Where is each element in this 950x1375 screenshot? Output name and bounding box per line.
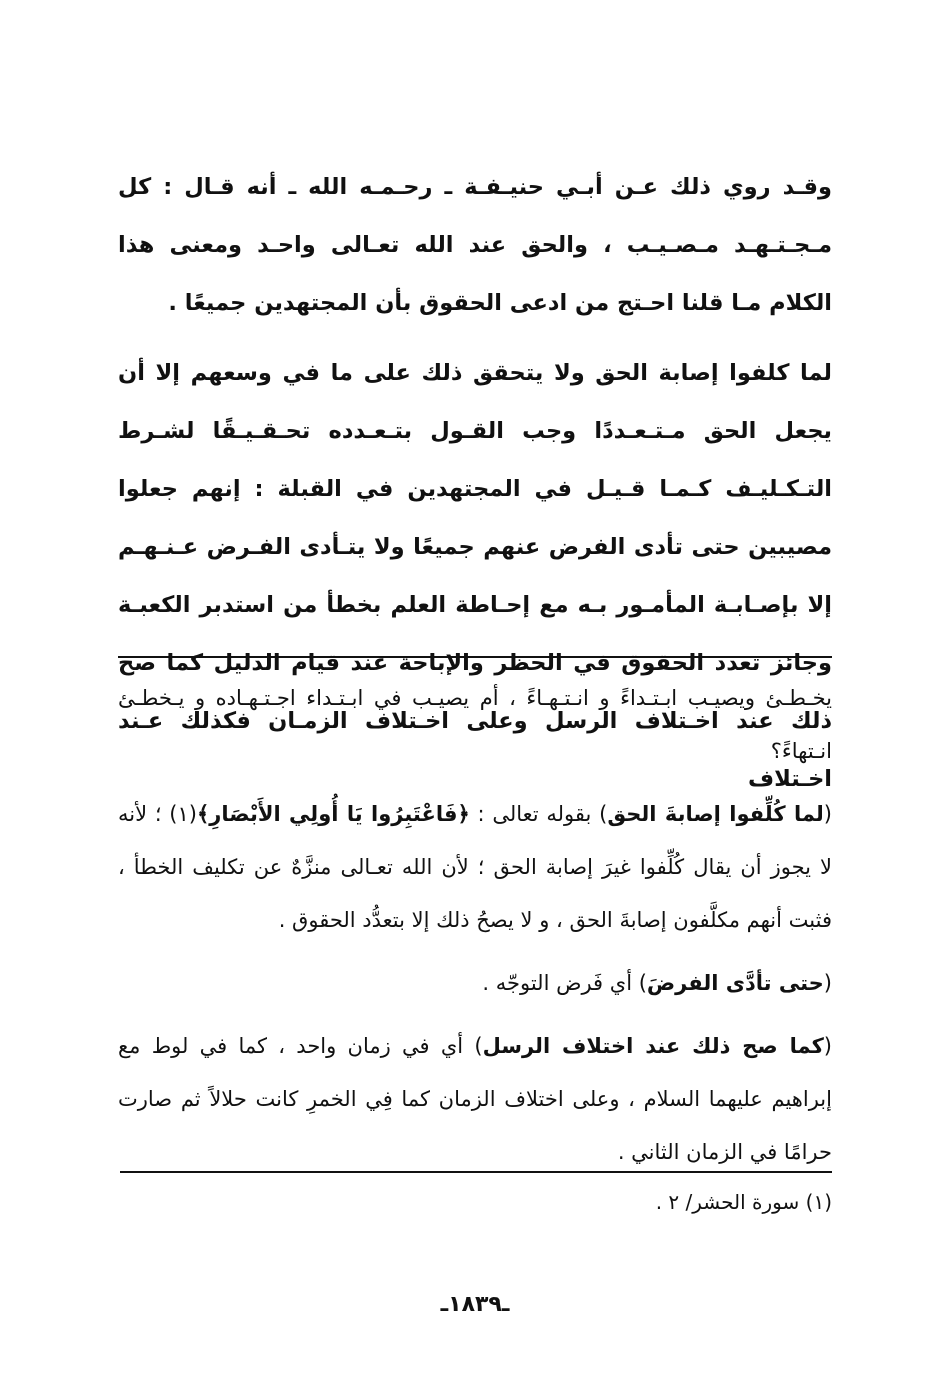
footnote-divider <box>120 1171 832 1173</box>
commentary-paragraph-3 <box>118 957 832 1010</box>
commentary-paragraph-2 <box>118 788 832 947</box>
quoted-phrase: لما كُلِّفوا إصابةَ الحق <box>607 802 824 826</box>
text-divider <box>118 656 832 658</box>
commentary-section <box>118 672 832 1189</box>
open-paren: ( <box>823 1034 832 1058</box>
open-paren: ( <box>823 971 832 995</box>
footnote: (١) سورة الحشر/ ٢ . <box>655 1190 832 1214</box>
quoted-phrase: حتى تأدَّى الفرضَ <box>646 971 824 995</box>
commentary-text: ) أي في زمان واحد ، كما في لوط مع إبراهيم عليهما السلام ، وعلى اختلاف الزمان كما فِي الخمرِ كانت حلالاً ثم صارت حرامًا في الزمان الثاني . <box>118 1034 832 1164</box>
main-paragraph-1: وقـد روي ذلك عـن أبـي حنيـفـة ـ رحـمـه الله ـ أنه قـال : كل مـجـتـهـد مـصـيـب ، والحق عند الله تعـالى واحـد ومعنى هذا الكلام مـا قلنا احـتج من ادعى الحقوق بأن المجتهدين جميعًا . <box>118 174 832 316</box>
quoted-phrase: كما صح ذلك عند اختلاف الرسل <box>482 1034 824 1058</box>
commentary-text: ) أي فَرض التوجّه . <box>482 971 647 995</box>
open-paren: ( <box>823 802 832 826</box>
commentary-paragraph-4 <box>118 1020 832 1179</box>
main-paragraph-2: لما كلفوا إصابة الحق ولا يتحقق ذلك على ما في وسعهم إلا أن يجعل الحق مـتـعـددًا وجب القـول بتـعـدده تحـقـيـقًا لشـرط التـكـليـف كـمـا قـيـل في المجتهدين في القبلة : إنهم جعلوا مصيبين حتى تأدى الفرض عنهم جميعًا ولا يتـأدى الفـرض عـنـهـم إلا بإصـابـة المأمـور بـه مع إحـاطة العلم بخطأ من استدبر الكعبـة وجائز تعدد الحقوق في الحظر والإباحة عند قيام الدليل كما صح ذلك عند اخـتلاف الرسل وعلى اخـتلاف الزمـان فكذلك عـند اخـتلاف <box>118 360 832 792</box>
commentary-text: (١) ؛ لأنه لا يجوز أن يقال كُلِّفوا غيرَ إصابة الحق ؛ لأن الله تعـالى منزَّهٌ عن تكليف الخطأ ، فثبت أنهم مكلَّفون إصابةَ الحق ، و لا يصحُ ذلك إلا بتعدُّد الحقوق . <box>118 802 832 932</box>
commentary-paragraph-1: يخـطـئ ويصيـب ابـتـداءً و انـتـهـاءً ، أم يصيـب في ابـتـداء اجـتـهـاده و يـخطـئ انـتهاءً؟ <box>118 686 832 763</box>
commentary-text: ) بقوله تعالى : <box>469 802 608 826</box>
quran-verse: ﴿فَاعْتَبِرُوا يَا أُولِي الأَبْصَارِ﴾ <box>196 802 470 826</box>
page-number: ـ١٨٣٩ـ <box>440 1292 510 1317</box>
